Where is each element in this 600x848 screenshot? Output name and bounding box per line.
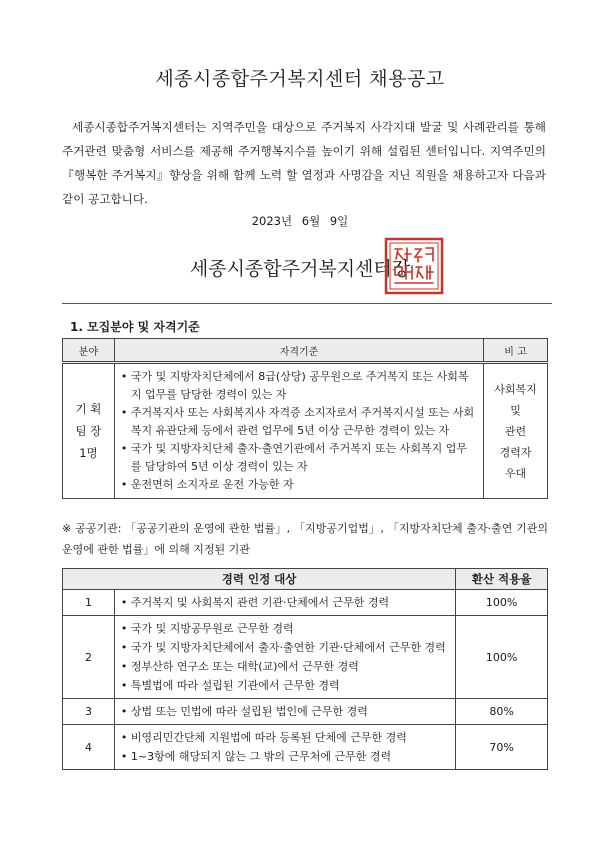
criteria-item: • 운전면허 소지자로 운전 가능한 자 <box>121 476 477 494</box>
row-rate: 100% <box>456 590 548 616</box>
col-header-field: 분야 <box>63 339 115 363</box>
row-description <box>114 616 455 699</box>
career-recognition-table <box>62 568 548 770</box>
row-rate: 70% <box>456 725 548 770</box>
row-description <box>114 699 455 725</box>
career-item: • 비영리민간단체 지원법에 따라 등록된 단체에 근무한 경력 <box>121 728 449 747</box>
note-line: 사회복지 <box>494 382 537 396</box>
criteria-item: • 국가 및 지방자치단체 출자·출연기관에서 주거복지 또는 사회복지 업무를 담당하여 5년 이상 경력이 있는 자 <box>121 440 477 476</box>
note-line: 및 <box>510 403 521 417</box>
qualification-table <box>62 338 548 499</box>
note-line: 경력자 <box>499 445 532 459</box>
field-line: 기 획 <box>75 402 102 416</box>
criteria-item: • 국가 및 지방자치단체에서 8급(상당) 공무원으로 주거복지 또는 사회복지 업무를 담당한 경력이 있는 자 <box>121 368 477 404</box>
issuer-name: 세종시종합주거복지센터장 <box>189 258 411 280</box>
career-item: • 1~3항에 해당되지 않는 그 밖의 근무처에 근무한 경력 <box>121 747 449 766</box>
notice-date: 2023년 6월 9일 <box>251 214 349 228</box>
row-rate: 100% <box>456 616 548 699</box>
col-header-career: 경력 인정 대상 <box>63 569 456 590</box>
table-row <box>63 699 548 725</box>
note-line: 우대 <box>504 466 527 480</box>
row-number: 4 <box>63 725 115 770</box>
col-header-criteria: 자격기준 <box>114 339 483 363</box>
page-title: 세종시종합주거복지센터 채용공고 <box>155 68 445 90</box>
table-row <box>63 725 548 770</box>
row-number: 1 <box>63 590 115 616</box>
col-header-rate: 환산 적용율 <box>456 569 548 590</box>
career-item: • 주거복지 및 사회복지 관련 기관·단체에서 근무한 경력 <box>121 593 449 612</box>
note-line: 관련 <box>504 424 527 438</box>
row-number: 3 <box>63 699 115 725</box>
public-institution-footnote: ※ 공공기관: 「공공기관의 운영에 관한 법률」, 「지방공기업법」, 「지방자치단체 출자·출연 기관의 운영에 관한 법률」에 의해 지정된 기관 <box>62 522 548 556</box>
criteria-item: • 주거복지사 또는 사회복지사 자격증 소지자로서 주거복지시설 또는 사회복지 유관단체 등에서 관련 업무에 5년 이상 근무한 경력이 있는 자 <box>121 404 477 440</box>
section-heading: 1. 모집분야 및 자격기준 <box>70 320 200 334</box>
col-header-note: 비 고 <box>484 339 548 363</box>
career-item: • 국가 및 지방공무원로 근무한 경력 <box>121 619 449 638</box>
field-line: 1명 <box>79 446 98 460</box>
field-line: 팀 장 <box>75 424 102 438</box>
career-item: • 특별법에 따라 설립된 기관에서 근무한 경력 <box>121 676 449 695</box>
divider <box>62 303 552 304</box>
career-item: • 국가 및 지방자치단체에서 출자·출연한 기관·단체에서 근무한 경력 <box>121 638 449 657</box>
intro-paragraph: 세종시종합주거복지센터는 지역주민을 대상으로 주거복지 사각지대 발굴 및 사례관리를 통해 주거관련 맞춤형 서비스를 제공해 주거행복지수를 높이기 위해 설립된 센터입니다. 지역주민의『행복한 주거복지』향상을 위해 함께 노력 할 열정과 사명감을 지닌 직원을 채용하고자 다음과 같이 공고합니다. <box>62 120 546 206</box>
table-row <box>63 616 548 699</box>
criteria-cell <box>114 363 483 499</box>
career-item: • 상법 또는 민법에 따라 설립된 법인에 근무한 경력 <box>121 702 449 721</box>
row-rate: 80% <box>456 699 548 725</box>
row-number: 2 <box>63 616 115 699</box>
official-seal-icon <box>384 237 444 295</box>
recruit-field-cell <box>63 363 115 499</box>
row-description <box>114 590 455 616</box>
row-description <box>114 725 455 770</box>
career-item: • 정부산하 연구소 또는 대학(교)에서 근무한 경력 <box>121 657 449 676</box>
note-cell <box>484 363 548 499</box>
table-row <box>63 590 548 616</box>
